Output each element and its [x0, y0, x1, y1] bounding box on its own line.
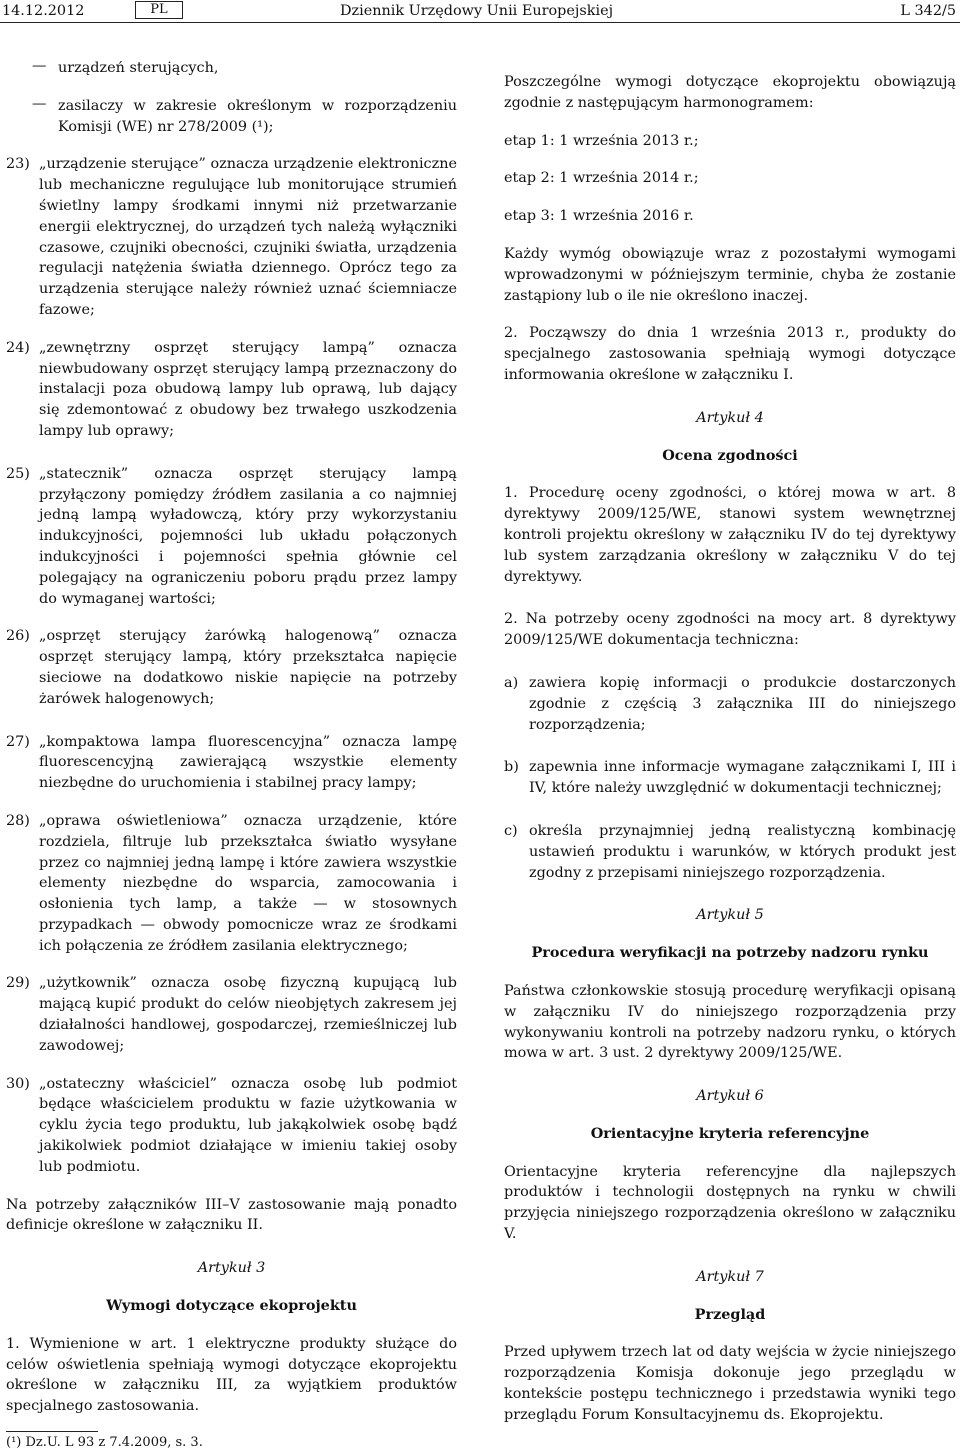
definition-28: [6, 811, 457, 957]
definition-text: „statecznik” oznacza osprzęt sterujący lampą przyłączony pomiędzy źródłem zasilania a co najmniej jedną lampą wyładowczą, który przy wykorzystaniu indukcyjności, pojemności lub układu połączonych indukcyjności i pojemności spełnia głównie cel polegający na ograniczeniu poboru prądu przez lampy do wymaganej wartości;: [39, 465, 457, 607]
definition-text: „kompaktowa lampa fluorescencyjna” oznacza lampę fluorescencyjną zawierającą wszystkie elementy niezbędne do uruchomienia i stabilnej pracy lampy;: [39, 733, 457, 792]
page-header: [0, 0, 960, 23]
left-column: [6, 58, 457, 1452]
right-column: [504, 58, 956, 1426]
definition-24: [6, 338, 457, 442]
article-4-title: Artykuł 4: [696, 409, 764, 426]
list-text: zapewnia inne informacje wymagane załącznikami I, III i IV, które należy uwzględnić w dokumentacji technicznej;: [529, 759, 956, 797]
definition-number: 24): [6, 339, 30, 356]
article-7-paragraph: Przed upływem trzech lat od daty wejścia w życie niniejszego rozporządzenia Komisja dokonuje jego przeglądu w kontekście postępu technicznego i przedstawia wyniki tego przeglądu Forum Konsultacyjnemu ds. Ekoprojektu.: [504, 1344, 956, 1423]
dash-item: [6, 96, 457, 138]
definition-text: „użytkownik” oznacza osobę fizyczną kupującą lub mającą kupić produkt do celów nieobjętych zakresem jej działalności handlowej, gospodarczej, rzemieślniczej lub zawodowej;: [39, 975, 457, 1054]
article-4-paragraph-1: 1. Procedurę oceny zgodności, o której mowa w art. 8 dyrektywy 2009/125/WE, stanowi system wewnętrznej kontroli projektu określony w załączniku IV do tej dyrektywy lub system zarządzania określony w załączniku V do tej dyrektywy.: [504, 485, 956, 585]
definition-26: [6, 626, 457, 709]
definition-text: „zewnętrzny osprzęt sterujący lampą” oznacza niewbudowany osprzęt sterujący lampą przeznaczony do instalacji poza obudową lampy lub oprawą, lub dający się zdemontować z obudowy bez trwałego uszkodzenia lampy lub oprawy;: [39, 339, 457, 439]
annex-definitions-paragraph: Na potrzeby załączników III–V zastosowanie mają ponadto definicje określone w załączniku II.: [6, 1196, 457, 1234]
definition-30: [6, 1074, 457, 1178]
requirements-paragraph: Każdy wymóg obowiązuje wraz z pozostałymi wymogami wprowadzonymi w późniejszym terminie, chyba że zostanie zastąpiony lub o ile nie określono inaczej.: [504, 245, 956, 304]
list-item-b: [504, 757, 956, 799]
publication-date: 14.12.2012: [2, 3, 85, 19]
article-5-title: Artykuł 5: [696, 907, 764, 924]
dash-text: zasilaczy w zakresie określonym w rozporządzeniu Komisji (WE) nr 278/2009 (¹);: [58, 97, 457, 135]
article-3-paragraph-1: 1. Wymienione w art. 1 elektryczne produkty służące do celów oświetlenia spełniają wymogi dotyczące ekoprojektu określone w załączniku III, za wyjątkiem produktów specjalnego zastosowania.: [6, 1335, 457, 1415]
dash-text: urządzeń sterujących,: [58, 60, 219, 76]
article-3-paragraph-2: 2. Począwszy do dnia 1 września 2013 r., produkty do specjalnego zastosowania spełniają wymogi dotyczące informowania określone w załączniku I.: [504, 325, 956, 383]
article-6-heading: Orientacyjne kryteria referencyjne: [590, 1124, 870, 1142]
list-text: zawiera kopię informacji o produkcie dostarczonych zgodnie z częścią 3 załącznika III do niniejszego rozporządzenia;: [529, 674, 956, 733]
definition-number: 28): [6, 812, 30, 829]
definition-number: 30): [6, 1075, 30, 1092]
definition-text: „oprawa oświetleniowa” oznacza urządzenie, które rozdziela, filtruje lub przekształca światło wysyłane przez co najmniej jedną lampę i które zawiera wszystkie elementy niezbędne do wsparcia, zamocowania i osłonienia tych lamp, a także — w stosownych przypadkach — obwody pomocnicze wraz ze środkami ich połączenia ze źródłem zasilania elektrycznego;: [39, 812, 457, 954]
definition-number: 27): [6, 733, 30, 750]
article-5-heading: Procedura weryfikacji na potrzeby nadzoru rynku: [531, 944, 929, 962]
article-3-title: Artykuł 3: [197, 1260, 266, 1277]
article-7-heading: Przegląd: [694, 1305, 766, 1323]
list-marker: b): [504, 759, 519, 776]
definition-27: [6, 732, 457, 794]
article-3-heading: Wymogi dotyczące ekoprojektu: [106, 1297, 357, 1315]
language-badge: PL: [135, 1, 183, 19]
journal-title: Dziennik Urzędowy Unii Europejskiej: [340, 3, 614, 19]
definition-29: [6, 973, 457, 1056]
article-6-title: Artykuł 6: [696, 1088, 764, 1105]
page-reference: L 342/5: [900, 3, 956, 19]
dash-mark: —: [32, 58, 47, 74]
dash-item: [6, 58, 457, 79]
list-item-c: [504, 821, 956, 883]
definition-number: 29): [6, 975, 30, 992]
schedule-intro: Poszczególne wymogi dotyczące ekoprojektu obowiązują zgodnie z następującym harmonogramem:: [504, 74, 956, 111]
definition-text: „urządzenie sterujące” oznacza urządzenie elektroniczne lub mechaniczne regulujące lub monitorujące strumień świetlny lampy środkami innymi niż przetwarzanie energii elektrycznej, do urządzeń tych należą wyłączniki czasowe, czujniki obecności, czujniki światła, urządzenia regulacji natężenia światła dziennego. Oprócz tego za urządzenia sterujące należy również uznać ściemniacze fazowe;: [39, 156, 457, 318]
definition-number: 23): [6, 156, 30, 173]
article-4-heading: Ocena zgodności: [662, 446, 798, 464]
definition-number: 25): [6, 465, 30, 482]
definition-text: „osprzęt sterujący żarówką halogenową” oznacza osprzęt sterujący lampą, który przekształca napięcie sieciowe na dodatkowo niskie napięcie na potrzeby żarówek halogenowych;: [39, 628, 457, 707]
stage-1: etap 1: 1 września 2013 r.;: [504, 132, 699, 149]
list-marker: a): [504, 674, 519, 691]
definition-23: [6, 154, 457, 320]
article-7-title: Artykuł 7: [696, 1268, 764, 1285]
definition-number: 26): [6, 628, 30, 645]
list-text: określa przynajmniej jedną realistyczną kombinację ustawień produktu i warunków, w których produkt jest zgodny z przepisami niniejszego rozporządzenia.: [529, 822, 956, 881]
list-marker: c): [504, 822, 518, 839]
stage-2: etap 2: 1 września 2014 r.;: [504, 170, 699, 187]
article-6-paragraph: Orientacyjne kryteria referencyjne dla najlepszych produktów i technologii dostępnych na rynku w chwili przyjęcia niniejszego rozporządzenia określono w załączniku V.: [504, 1163, 956, 1243]
article-4-paragraph-2: 2. Na potrzeby oceny zgodności na mocy art. 8 dyrektywy 2009/125/WE dokumentacja techniczna:: [504, 611, 956, 649]
dash-mark: —: [32, 95, 47, 112]
definition-text: „ostateczny właściciel” oznacza osobę lub podmiot będące właścicielem produktu w fazie użytkowania w cyklu życia tego produktu, lub jakąkolwiek osobę bądź jakikolwiek podmiot działające w imieniu takiej osoby lub podmiotu.: [39, 1075, 457, 1175]
footnote: (¹) Dz.U. L 93 z 7.4.2009, s. 3.: [6, 1435, 203, 1451]
stage-3: etap 3: 1 września 2016 r.: [504, 208, 694, 225]
list-item-a: [504, 673, 956, 735]
footnote-rule: [6, 1431, 98, 1432]
article-5-paragraph: Państwa członkowskie stosują procedurę weryfikacji opisaną w załączniku IV do niniejszego rozporządzenia przy wykonywaniu kontroli na potrzeby nadzoru rynku, o których mowa w art. 3 ust. 2 dyrektywy 2009/125/WE.: [504, 982, 956, 1062]
definition-25: [6, 464, 457, 610]
